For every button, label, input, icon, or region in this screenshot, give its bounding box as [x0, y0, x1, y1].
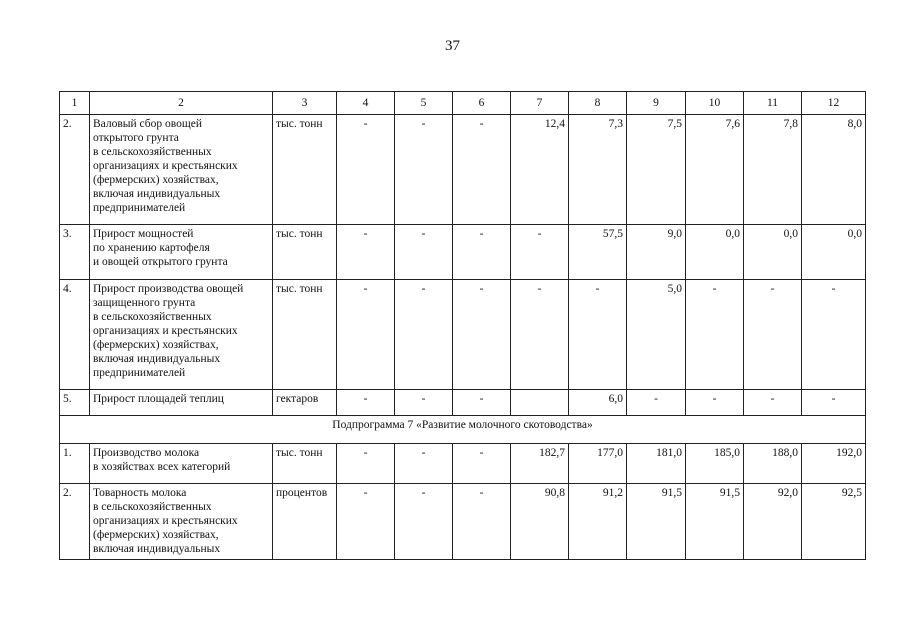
value-cell-col-4: - [337, 484, 395, 560]
indicator-name-line: Товарность молока [93, 487, 187, 499]
indicator-name-line: организациях и крестьянских [93, 515, 238, 527]
indicator-name-line: предпринимателей [93, 367, 186, 379]
indicator-name-line: защищенного грунта [93, 297, 196, 309]
value-cell-col-8: 6,0 [569, 390, 627, 416]
indicator-name [90, 484, 273, 560]
page-number: 37 [445, 38, 460, 54]
value-cell-col-11: 7,8 [744, 115, 802, 225]
value-cell-col-6: - [453, 484, 511, 560]
value-cell-col-4: - [337, 444, 395, 484]
value-cell-col-11: 0,0 [744, 225, 802, 280]
indicator-name-line: в сельскохозяйственных [93, 146, 212, 158]
indicator-name-line: включая индивидуальных [93, 543, 221, 555]
column-header-6: 6 [453, 92, 511, 115]
indicator-name-line: открытого грунта [93, 132, 179, 144]
column-header-5: 5 [395, 92, 453, 115]
value-cell-col-8: 7,3 [569, 115, 627, 225]
value-cell-col-4: - [337, 115, 395, 225]
indicator-name-line: (фермерских) хозяйствах, [93, 529, 219, 541]
value-cell-col-7: - [511, 280, 569, 390]
indicator-name-line: (фермерских) хозяйствах, [93, 174, 219, 186]
value-cell-col-9: 7,5 [627, 115, 686, 225]
row-number: 1. [60, 444, 90, 484]
indicator-name-line: включая индивидуальных [93, 188, 221, 200]
indicator-name-line: и овощей открытого грунта [93, 256, 228, 268]
column-header-10: 10 [686, 92, 744, 115]
table-row [60, 280, 866, 390]
value-cell-col-12: 192,0 [802, 444, 866, 484]
column-header-12: 12 [802, 92, 866, 115]
value-cell-col-9: 9,0 [627, 225, 686, 280]
column-header-1: 1 [60, 92, 90, 115]
value-cell-col-6: - [453, 225, 511, 280]
value-cell-col-8: 177,0 [569, 444, 627, 484]
table-row [60, 115, 866, 225]
value-cell-col-5: - [395, 484, 453, 560]
value-cell-col-10: 0,0 [686, 225, 744, 280]
table-body [60, 115, 866, 560]
value-cell-col-7: 90,8 [511, 484, 569, 560]
value-cell-col-10: - [686, 280, 744, 390]
table-row [60, 225, 866, 280]
value-cell-col-8: 57,5 [569, 225, 627, 280]
header-row [60, 92, 866, 115]
value-cell-col-12: - [802, 280, 866, 390]
unit-cell: тыс. тонн [273, 280, 337, 390]
subprogram-title: Подпрограмма 7 «Развитие молочного скотоводства» [60, 416, 866, 444]
value-cell-col-7: - [511, 225, 569, 280]
table-row [60, 390, 866, 416]
value-cell-col-10: 91,5 [686, 484, 744, 560]
value-cell-col-6: - [453, 115, 511, 225]
value-cell-col-7 [511, 390, 569, 416]
indicator-name [90, 280, 273, 390]
indicator-name-line: в сельскохозяйственных [93, 501, 212, 513]
indicator-name-line: в сельскохозяйственных [93, 311, 212, 323]
value-cell-col-5: - [395, 280, 453, 390]
column-header-3: 3 [273, 92, 337, 115]
indicator-name-line: организациях и крестьянских [93, 325, 238, 337]
value-cell-col-5: - [395, 115, 453, 225]
column-header-9: 9 [627, 92, 686, 115]
indicator-name-line: Производство молока [93, 447, 200, 459]
value-cell-col-11: - [744, 280, 802, 390]
column-header-11: 11 [744, 92, 802, 115]
column-header-4: 4 [337, 92, 395, 115]
indicator-name-line: Прирост мощностей [93, 228, 194, 240]
indicator-name-line: организациях и крестьянских [93, 160, 238, 172]
indicator-name [90, 444, 273, 484]
column-header-8: 8 [569, 92, 627, 115]
indicator-name-line: Прирост площадей теплиц [93, 393, 224, 405]
column-header-2: 2 [90, 92, 273, 115]
value-cell-col-10: - [686, 390, 744, 416]
indicator-name [90, 225, 273, 280]
value-cell-col-4: - [337, 280, 395, 390]
indicator-name-line: Прирост производства овощей [93, 283, 244, 295]
row-number: 3. [60, 225, 90, 280]
indicator-name-line: (фермерских) хозяйствах, [93, 339, 219, 351]
value-cell-col-12: 0,0 [802, 225, 866, 280]
unit-cell: тыс. тонн [273, 225, 337, 280]
row-number: 4. [60, 280, 90, 390]
indicator-name-line: предпринимателей [93, 202, 186, 214]
table-row [60, 484, 866, 560]
indicator-name-line: Валовый сбор овощей [93, 118, 202, 130]
value-cell-col-6: - [453, 390, 511, 416]
value-cell-col-5: - [395, 444, 453, 484]
value-cell-col-4: - [337, 390, 395, 416]
indicator-name-line: в хозяйствах всех категорий [93, 461, 231, 473]
value-cell-col-12: 8,0 [802, 115, 866, 225]
value-cell-col-8: - [569, 280, 627, 390]
value-cell-col-7: 182,7 [511, 444, 569, 484]
value-cell-col-6: - [453, 280, 511, 390]
indicator-name [90, 115, 273, 225]
unit-cell: тыс. тонн [273, 115, 337, 225]
value-cell-col-10: 185,0 [686, 444, 744, 484]
value-cell-col-11: - [744, 390, 802, 416]
table-row [60, 444, 866, 484]
value-cell-col-4: - [337, 225, 395, 280]
value-cell-col-5: - [395, 390, 453, 416]
value-cell-col-9: - [627, 390, 686, 416]
value-cell-col-12: - [802, 390, 866, 416]
value-cell-col-10: 7,6 [686, 115, 744, 225]
value-cell-col-11: 188,0 [744, 444, 802, 484]
row-number: 5. [60, 390, 90, 416]
value-cell-col-8: 91,2 [569, 484, 627, 560]
data-table [59, 91, 866, 560]
value-cell-col-7: 12,4 [511, 115, 569, 225]
row-number: 2. [60, 484, 90, 560]
value-cell-col-12: 92,5 [802, 484, 866, 560]
value-cell-col-9: 181,0 [627, 444, 686, 484]
indicator-name-line: включая индивидуальных [93, 353, 221, 365]
value-cell-col-11: 92,0 [744, 484, 802, 560]
row-number: 2. [60, 115, 90, 225]
value-cell-col-9: 91,5 [627, 484, 686, 560]
unit-cell: процентов [273, 484, 337, 560]
column-header-7: 7 [511, 92, 569, 115]
value-cell-col-9: 5,0 [627, 280, 686, 390]
unit-cell: тыс. тонн [273, 444, 337, 484]
subheader-row [60, 416, 866, 444]
table-header [60, 92, 866, 115]
value-cell-col-6: - [453, 444, 511, 484]
unit-cell: гектаров [273, 390, 337, 416]
indicator-name [90, 390, 273, 416]
value-cell-col-5: - [395, 225, 453, 280]
indicator-name-line: по хранению картофеля [93, 242, 210, 254]
